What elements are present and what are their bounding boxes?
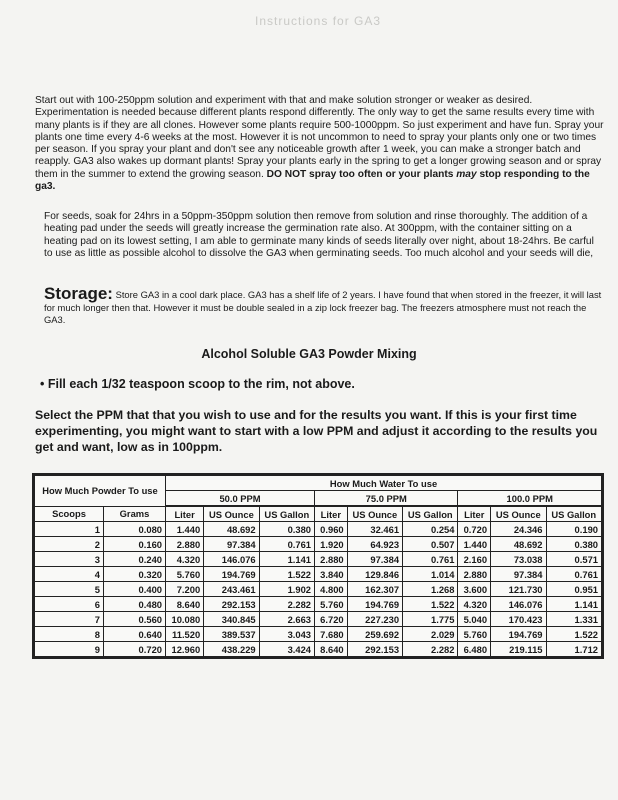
storage-text: Store GA3 in a cool dark place. GA3 has a shelf life of 2 years. I have found that when stored in the freezer, it will last for much longer then that. However it must be double sealed in a zip lock freezer bag. The freezers atmosphere must not reach the GA3. — [44, 289, 602, 325]
table-cell: 73.038 — [491, 552, 546, 567]
table-cell: 5 — [35, 582, 104, 597]
table-cell: 5.040 — [458, 612, 491, 627]
table-cell: 0.761 — [259, 537, 314, 552]
table-cell: 1.522 — [259, 567, 314, 582]
ppm-group-header: 50.0 PPM — [166, 491, 315, 507]
table-cell: 7.680 — [315, 627, 348, 642]
table-cell: 0.951 — [546, 582, 602, 597]
table-cell: 1.522 — [403, 597, 458, 612]
table-cell: 0.507 — [403, 537, 458, 552]
table-cell: 0.380 — [259, 522, 314, 537]
table-cell: 8.640 — [166, 597, 204, 612]
table-row — [35, 642, 602, 657]
table-cell: 4.320 — [458, 597, 491, 612]
table-cell: 1.920 — [315, 537, 348, 552]
table-cell: 0.400 — [104, 582, 166, 597]
table-cell: 1.331 — [546, 612, 602, 627]
table-row — [35, 627, 602, 642]
table-cell: 1.141 — [546, 597, 602, 612]
mixing-heading: Alcohol Soluble GA3 Powder Mixing — [201, 347, 417, 361]
ppm-group-header: 75.0 PPM — [315, 491, 458, 507]
table-cell: 5.760 — [458, 627, 491, 642]
table-cell: 10.080 — [166, 612, 204, 627]
table-cell: 1.440 — [166, 522, 204, 537]
table-cell: 12.960 — [166, 642, 204, 657]
table-cell: 292.153 — [347, 642, 402, 657]
table-cell: 1.522 — [546, 627, 602, 642]
column-header: Liter — [315, 506, 348, 522]
table-cell: 6.720 — [315, 612, 348, 627]
table-cell: 340.845 — [204, 612, 259, 627]
table-cell: 292.153 — [204, 597, 259, 612]
table-cell: 0.160 — [104, 537, 166, 552]
table-cell: 4.800 — [315, 582, 348, 597]
table-cell: 227.230 — [347, 612, 402, 627]
table-cell: 129.846 — [347, 567, 402, 582]
table-row — [35, 612, 602, 627]
table-cell: 2.160 — [458, 552, 491, 567]
table-cell: 2.880 — [315, 552, 348, 567]
table-cell: 259.692 — [347, 627, 402, 642]
storage-paragraph — [44, 284, 610, 327]
table-cell: 0.761 — [403, 552, 458, 567]
warning-text-emphasis: may — [456, 168, 477, 180]
table-cell: 194.769 — [347, 597, 402, 612]
table-cell: 24.346 — [491, 522, 546, 537]
table-cell: 0.720 — [104, 642, 166, 657]
column-header: Grams — [104, 506, 166, 522]
table-cell: 3.840 — [315, 567, 348, 582]
table-cell: 0.320 — [104, 567, 166, 582]
table-cell: 0.240 — [104, 552, 166, 567]
table-cell: 2 — [35, 537, 104, 552]
table-cell: 194.769 — [491, 627, 546, 642]
table-cell: 0.560 — [104, 612, 166, 627]
column-header: Scoops — [35, 506, 104, 522]
table-row — [35, 582, 602, 597]
column-header: Liter — [458, 506, 491, 522]
instructions-text: Start out with 100-250ppm solution and experiment with that and make solution stronger or weaker as desired. Experimentation is needed because different plants respond differently. The only way to get the same results every time with many plants is if they are all clones. However some plants require 500-1000ppm. So just experiment and have fun. Spray your plants one time every 4-6 weeks at the most. However it is not uncommon to need to spray your plants only one or two times per season. If you spray your plant and don't see any noticeable growth after 1 week, you can make a stronger batch and reapply. GA3 also wakes up dormant plants! Spray your plants early in the spring to get a longer growing season and or spray them in the summer to extend the growing season. — [35, 95, 604, 180]
table-cell: 2.880 — [166, 537, 204, 552]
column-header: Liter — [166, 506, 204, 522]
table-cell: 0.640 — [104, 627, 166, 642]
table-cell: 32.461 — [347, 522, 402, 537]
table-cell: 219.115 — [491, 642, 546, 657]
instructions-paragraph — [35, 95, 607, 193]
table-cell: 0.720 — [458, 522, 491, 537]
table-body — [35, 522, 602, 657]
mixing-table — [34, 475, 602, 657]
table-row — [35, 567, 602, 582]
warning-text-c: stop responding to the ga3. — [35, 168, 590, 193]
table-cell: 3.424 — [259, 642, 314, 657]
warning-text-a: DO NOT spray too often or your plants — [266, 168, 457, 180]
table-cell: 97.384 — [204, 537, 259, 552]
table-cell: 121.730 — [491, 582, 546, 597]
table-cell: 0.761 — [546, 567, 602, 582]
table-cell: 48.692 — [491, 537, 546, 552]
table-cell: 3.600 — [458, 582, 491, 597]
table-cell: 0.380 — [546, 537, 602, 552]
table-cell: 0.254 — [403, 522, 458, 537]
column-header: US Ounce — [204, 506, 259, 522]
table-cell: 1.141 — [259, 552, 314, 567]
column-header: US Gallon — [259, 506, 314, 522]
table-cell: 97.384 — [347, 552, 402, 567]
column-header: US Ounce — [491, 506, 546, 522]
table-cell: 2.282 — [403, 642, 458, 657]
table-cell: 1.712 — [546, 642, 602, 657]
table-row — [35, 522, 602, 537]
seeds-paragraph: For seeds, soak for 24hrs in a 50ppm-350ppm solution then remove from solution and rinse thoroughly. The addition of a heating pad under the seeds will greatly increase the germination rate also. At 300ppm, with the container sitting on a heating pad on its lowest setting, I am able to germinate many kinds of seeds literally over night, about 18-24hrs. Be carful to use as little as possible alcohol to dissolve the GA3 when germinating seeds. Too much alcohol and your seeds will die, — [44, 211, 594, 259]
table-cell: 64.923 — [347, 537, 402, 552]
table-cell: 2.282 — [259, 597, 314, 612]
powder-header: How Much Powder To use — [35, 476, 166, 507]
column-header: US Gallon — [546, 506, 602, 522]
table-cell: 11.520 — [166, 627, 204, 642]
ppm-group-header: 100.0 PPM — [458, 491, 602, 507]
table-cell: 6 — [35, 597, 104, 612]
table-cell: 7 — [35, 612, 104, 627]
table-row — [35, 597, 602, 612]
table-cell: 4.320 — [166, 552, 204, 567]
table-cell: 8.640 — [315, 642, 348, 657]
table-cell: 4 — [35, 567, 104, 582]
table-cell: 0.480 — [104, 597, 166, 612]
table-cell: 1.902 — [259, 582, 314, 597]
column-header: US Ounce — [347, 506, 402, 522]
column-header: US Gallon — [403, 506, 458, 522]
table-cell: 0.960 — [315, 522, 348, 537]
table-cell: 0.571 — [546, 552, 602, 567]
table-cell: 1.014 — [403, 567, 458, 582]
table-cell: 5.760 — [315, 597, 348, 612]
table-cell: 146.076 — [204, 552, 259, 567]
table-cell: 243.461 — [204, 582, 259, 597]
table-cell: 170.423 — [491, 612, 546, 627]
table-cell: 389.537 — [204, 627, 259, 642]
table-cell: 7.200 — [166, 582, 204, 597]
table-cell: 438.229 — [204, 642, 259, 657]
table-cell: 2.880 — [458, 567, 491, 582]
table-cell: 97.384 — [491, 567, 546, 582]
table-cell: 8 — [35, 627, 104, 642]
table-cell: 1.268 — [403, 582, 458, 597]
table-cell: 1.440 — [458, 537, 491, 552]
table-cell: 0.080 — [104, 522, 166, 537]
ppm-selection-instruction: Select the PPM that that you wish to use and for the results you want. If this is your first time experimenting, you might want to start with a low PPM and adjust it according to the results you get and want, low as in 100ppm. — [35, 408, 598, 454]
table-cell: 48.692 — [204, 522, 259, 537]
table-cell: 0.190 — [546, 522, 602, 537]
table-cell: 162.307 — [347, 582, 402, 597]
table-row — [35, 552, 602, 567]
table-cell: 2.029 — [403, 627, 458, 642]
table-cell: 5.760 — [166, 567, 204, 582]
faint-page-title: Instructions for GA3 — [255, 14, 382, 28]
table-cell: 3.043 — [259, 627, 314, 642]
scoop-instruction: • Fill each 1/32 teaspoon scoop to the rim, not above. — [40, 377, 355, 391]
water-header: How Much Water To use — [166, 476, 602, 491]
table-cell: 2.663 — [259, 612, 314, 627]
table-cell: 1.775 — [403, 612, 458, 627]
table-cell: 9 — [35, 642, 104, 657]
storage-label: Storage: — [44, 284, 113, 303]
table-cell: 146.076 — [491, 597, 546, 612]
table-cell: 6.480 — [458, 642, 491, 657]
table-cell: 1 — [35, 522, 104, 537]
table-row — [35, 537, 602, 552]
table-cell: 194.769 — [204, 567, 259, 582]
table-cell: 3 — [35, 552, 104, 567]
